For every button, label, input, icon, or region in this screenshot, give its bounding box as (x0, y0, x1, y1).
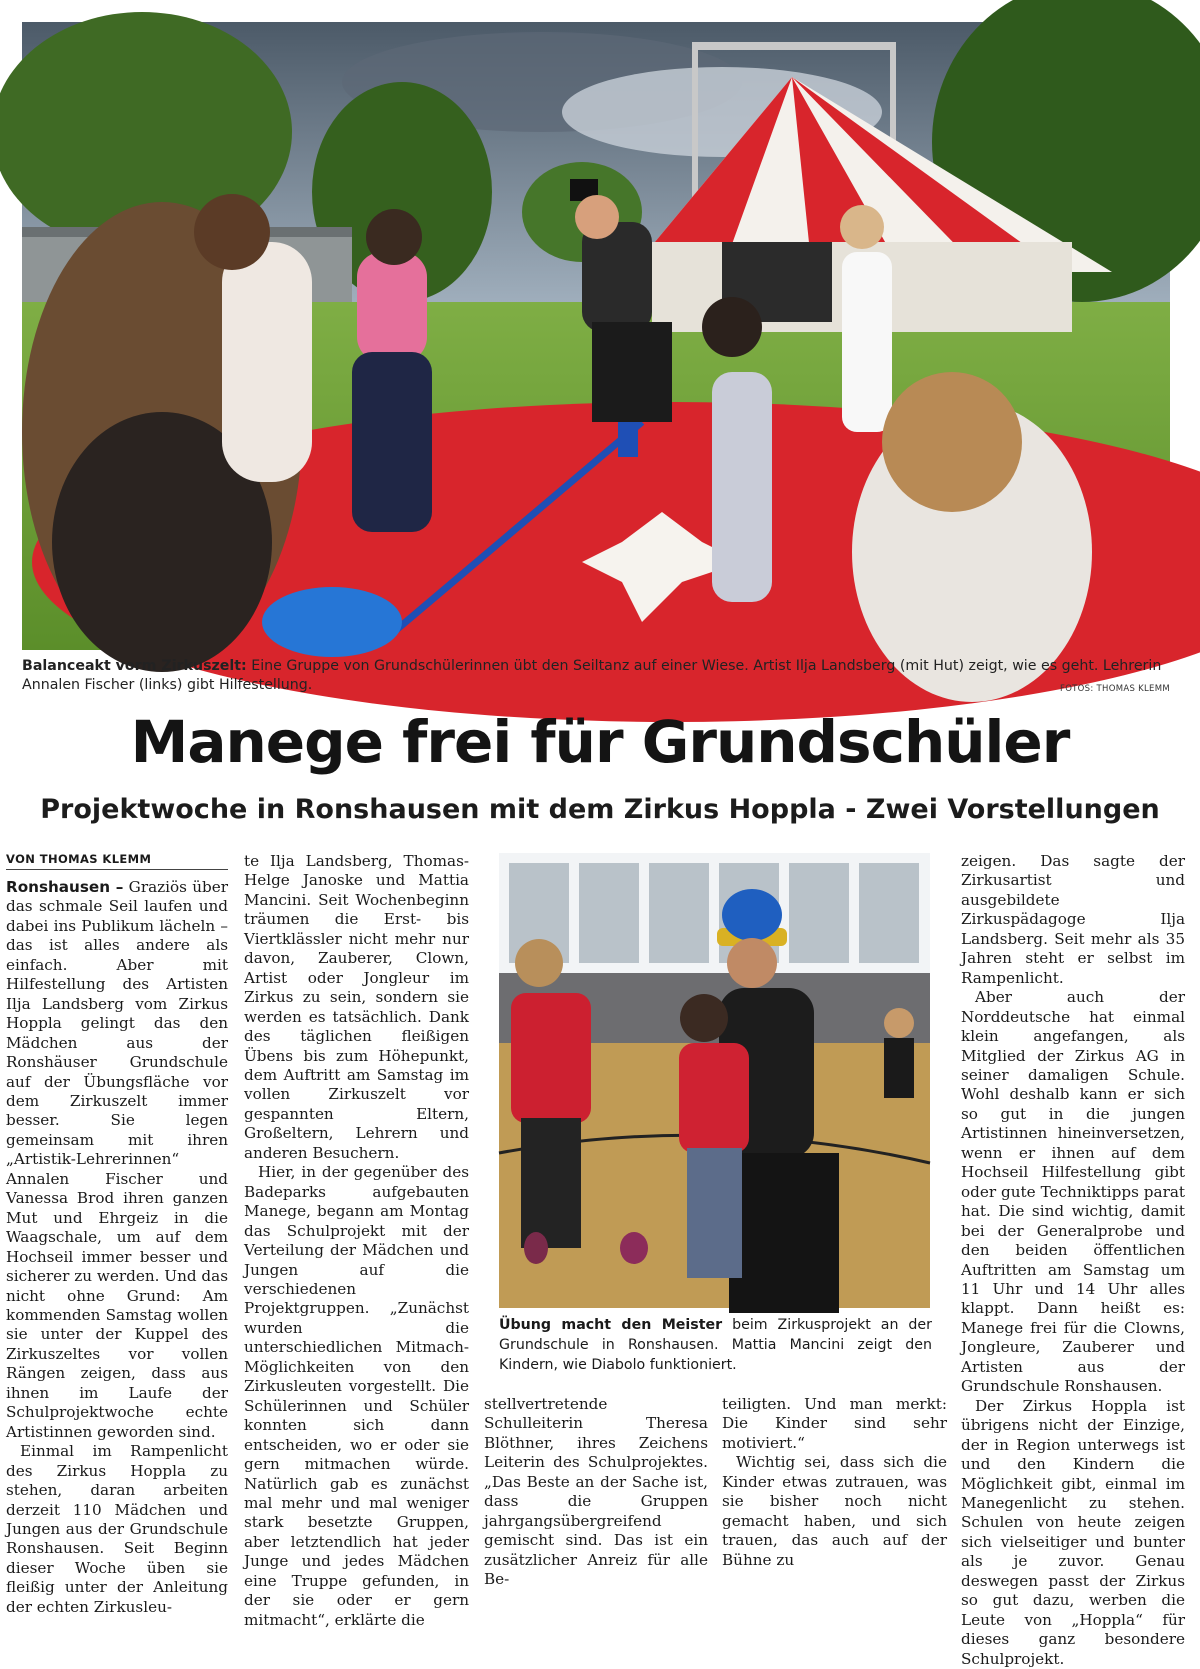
article-paragraph: Wichtig sei, dass sich die Kinder etwas zutrauen, was sie bisher noch nicht gemacht haben, und sich trauen, das auch auf der Bühne zu (722, 1453, 947, 1569)
caption-lead: Übung macht den Meister (499, 1317, 723, 1333)
article-paragraph: Einmal im Rampenlicht des Zirkus Hoppla zu stehen, daran arbeiten derzeit 110 Mädchen und Jungen aus der Grundschule Ronshausen. Seit Beginn dieser Woche üben sie fleißig unter der Anleitung der echten Zirkusleu- (6, 1442, 228, 1616)
article-paragraph: zeigen. Das sagte der Zirkusartist und ausgebildete Zirkuspädagoge Ilja Landsberg. Seit mehr als 35 Jahren steht er selbst im Rampenlicht. (961, 852, 1185, 987)
article-column-5 (961, 852, 1185, 1669)
article-paragraph (6, 878, 228, 1442)
article-paragraph: Hier, in der gegenüber des Badeparks aufgebauten Manege, begann am Montag das Schulprojekt mit der Verteilung der Mädchen und Jungen auf die verschiedenen Projektgruppen. „Zunächst wurden die unterschiedlichen Mitmach-Möglichkeiten von den Zirkusleuten vorgestellt. Die Schülerinnen und Schüler konnten sich dann entscheiden, wo er oder sie gern mitmachen würde. Natürlich gab es zunächst mal mehr und mal weniger stark besetzte Gruppen, aber letztendlich hat jeder Junge und jedes Mädchen eine Truppe gefunden, in der sie oder er gern mitmacht“, erklärte die (244, 1163, 469, 1629)
photo-diabolo (499, 853, 930, 1308)
article-column-4 (722, 1395, 947, 1570)
article-paragraph: te Ilja Landsberg, Thomas-Helge Janoske und Mattia Mancini. Seit Wochenbeginn träumen die Erst- bis Viertklässler nicht mehr nur davon, Zauberer, Clown, Artist oder Jongleur im Zirkus zu sein, sondern sie werden es tatsächlich. Dank des täglichen fleißigen Übens bis zum Höhepunkt, dem Auftritt am Samstag im vollen Zirkuszelt vor gespannten Eltern, Großeltern, Lehrern und anderen Besuchern. (244, 852, 469, 1162)
article-paragraph: Der Zirkus Hoppla ist übrigens nicht der Einzige, der in Region unterwegs ist und den Kindern die Möglichkeit gibt, einmal im Manegenlicht zu stehen. Schulen von heute zeigen sich vielseitiger und bunter als je zuvor. Genau deswegen passt der Zirkus so gut dazu, werben die Leute von „Hoppla“ für dieses ganz besondere Schulprojekt. (961, 1396, 1185, 1668)
photo-caption (499, 1315, 932, 1375)
photo-caption (22, 657, 1170, 695)
article-paragraph: Aber auch der Norddeutsche hat einmal klein angefangen, als Mitglied der Zirkus AG in seiner damaligen Schule. Wohl deshalb kann er sich so gut in die jungen Artistinnen hineinversetzen, wenn er ihnen auf dem Hochseil Hilfestellung gibt oder gute Techniktipps parat hat. Die sind wichtig, damit bei der Generalprobe und den beiden öffentlichen Auftritten am Samstag um 11 Uhr und 14 Uhr alles klappt. Dann heißt es: Manege frei für die Clowns, Jongleure, Zauberer und Artisten aus der Grundschule Ronshausen. (961, 988, 1185, 1396)
photo-circus-tent (22, 22, 1170, 650)
article-column-3 (484, 1395, 708, 1590)
dateline: Ronshausen – (6, 878, 124, 896)
article-paragraph: teiligten. Und man merkt: Die Kinder sind sehr motiviert.“ (722, 1395, 947, 1452)
paragraph-text: Graziös über das schmale Seil laufen und dabei ins Publikum lächeln – das ist alles andere als einfach. Aber mit Hilfestellung des Artisten Ilja Landsberg vom Zirkus Hoppla gelingt das den Mädchen aus der Ronshäuser Grundschule auf der Übungsfläche vor dem Zirkuszelt immer besser. Sie legen gemeinsam mit ihren „Artistik-Lehrerinnen“ Annalen Fischer und Vanessa Brod ihren ganzen Mut und Ehrgeiz in die Waagschale, um auf dem Hochseil immer besser und sicherer zu werden. Und das nicht ohne Grund: Am kommenden Samstag wollen sie unter der Kuppel des Zirkuszeltes vor vollen Rängen zeigen, dass aus ihnen im Laufe der Schulprojektwoche echte Artistinnen geworden sind. (6, 878, 228, 1441)
article-paragraph: stellvertretende Schulleiterin Theresa Blöthner, ihres Zeichens Leiterin des Schulprojektes. „Das Beste an der Sache ist, dass die Gruppen jahrgangsübergreifend gemischt sind. Das ist ein zusätzlicher Anreiz für alle Be- (484, 1395, 708, 1589)
photo-credit: FOTOS: THOMAS KLEMM (1060, 684, 1170, 694)
subheadline: Projektwoche in Ronshausen mit dem Zirkus Hoppla - Zwei Vorstellungen (40, 794, 1160, 825)
article-column-2 (244, 852, 469, 1630)
caption-text: beim Zirkusprojekt an der Grundschule in Ronshausen. Mattia Mancini zeigt den Kindern, wie Diabolo funktioniert. (499, 1317, 932, 1373)
caption-lead: Balanceakt vorm Zirkuszelt: (22, 658, 247, 674)
headline: Manege frei für Grundschüler (130, 708, 1070, 776)
caption-text: Eine Gruppe von Grundschülerinnen übt den Seiltanz auf einer Wiese. Artist Ilja Landsberg (mit Hut) zeigt, wie es geht. Lehrerin Annalen Fischer (links) gibt Hilfestellung. (22, 658, 1162, 693)
article-column-1 (6, 878, 228, 1617)
byline: VON THOMAS KLEMM (6, 852, 228, 870)
